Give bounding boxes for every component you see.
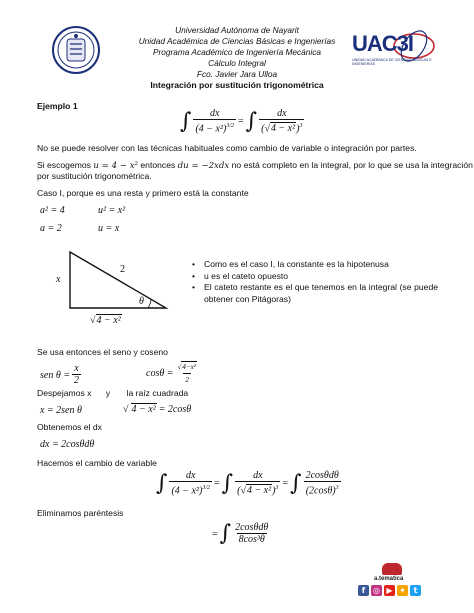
simplified-integral: = ∫ $\frac{\text{2cosθdθ}}{\text{8cos³θ}}$ [212,521,269,546]
eq-sqrt-equals: √ 4 − x² = 2cosθ [123,403,192,415]
uac3i-logo-text: UAC3I [352,31,414,56]
paragraph-despejamos [37,388,188,399]
text-incompleto: no está completo en la integral, por lo que se usa la integración [231,160,473,170]
header-course: Cálculo Integral [208,58,266,68]
social-icons [358,585,421,596]
substitution-integral: ∫ $\frac{dx}{(4 - x^2)^{3/2}}$ = ∫ $\frac{dx}{(√4 - x^2)^3}$ = ∫ $\frac{\text{2cosθdθ}}{(2\cos\theta)^3}$ [156,470,339,497]
footer-brand: a.tematica [374,576,404,582]
eq-sen-theta: sen θ = $\frac{x}{2}$ [40,363,79,386]
header-university: Universidad Autónoma de Nayarit [175,25,299,35]
triangle-base: √ 4 − x² [90,314,121,326]
eq-u: u = x [98,223,120,234]
uac3i-logo-caption: UNIDAD ACADÉMICA DE CIENCIAS BÁSICAS E INGENIERÍAS [352,58,432,66]
twitter-icon[interactable]: t [410,585,421,596]
bullet-hipotenusa: • Como es el caso I, la constante es la hipotenusa [192,259,438,271]
main-integral: ∫ $\frac{dx}{(4 - x^2)^{3/2}}$ = ∫ $\frac{dx}{(√4 - x^2)^3}$ [180,108,303,135]
paragraph-seno-coseno: Se usa entonces el seno y coseno [37,347,168,357]
eq-u-squared: u² = x² [98,205,126,216]
header-professor: Fco. Javier Jara Ulloa [196,69,278,79]
paragraph-no-resolve: No se puede resolver con las técnicas habituales como cambio de variable o integración por partes. [37,143,417,153]
math-u-sub: u = 4 − x² [93,161,138,171]
math-du: du = −2xdx [177,161,230,171]
header-program: Programa Académico de Ingeniería Mecánica [152,47,322,57]
example-title: Ejemplo 1 [37,101,78,111]
text-raiz: la raíz cuadrada [126,388,189,398]
triangle-angle-theta: θ [139,296,144,307]
paragraph-cambio-variable: Hacemos el cambio de variable [37,458,157,468]
document-title: Integración por sustitución trigonométrica [150,80,324,90]
eq-cos-theta: cosθ = $\frac{\text{√4−x²}}{2}$ [146,363,196,384]
triangle-hypotenuse: 2 [120,264,125,275]
text-escogemos: Si escogemos [37,160,91,170]
facebook-icon[interactable]: f [358,585,369,596]
paragraph-obtenemos-dx: Obtenemos el dx [37,422,102,432]
paragraph-substitution-cont: por sustitución trigonométrica. [37,171,152,181]
bullet-cateto-restante: • El cateto restante es el que tenemos en la integral (se puede obtener con Pitágoras) [192,282,438,305]
paragraph-eliminamos: Eliminamos paréntesis [37,508,124,518]
eq-a-squared: a² = 4 [40,205,65,216]
triangle-side-x: x [56,274,61,285]
text-y: y [105,388,111,398]
right-triangle-diagram [56,246,172,336]
paragraph-caso-i: Caso I, porque es una resta y primero está la constante [37,188,249,198]
bullet-cateto-opuesto: • u es el cateto opuesto [192,271,438,283]
eq-x-equals: x = 2sen θ [40,405,82,416]
instagram-icon[interactable]: ◎ [371,585,382,596]
explanation-bullets [192,259,438,305]
brand-badge-icon [382,563,402,575]
eq-a: a = 2 [40,223,62,234]
youtube-icon[interactable]: ▶ [384,585,395,596]
eq-dx: dx = 2cosθdθ [40,439,95,450]
website-icon[interactable]: ✦ [397,585,408,596]
text-entonces: entonces [140,160,176,170]
header-unit: Unidad Académica de Ciencias Básicas e Ingenierías [138,36,336,46]
text-despejamos-x: Despejamos x [37,388,92,398]
